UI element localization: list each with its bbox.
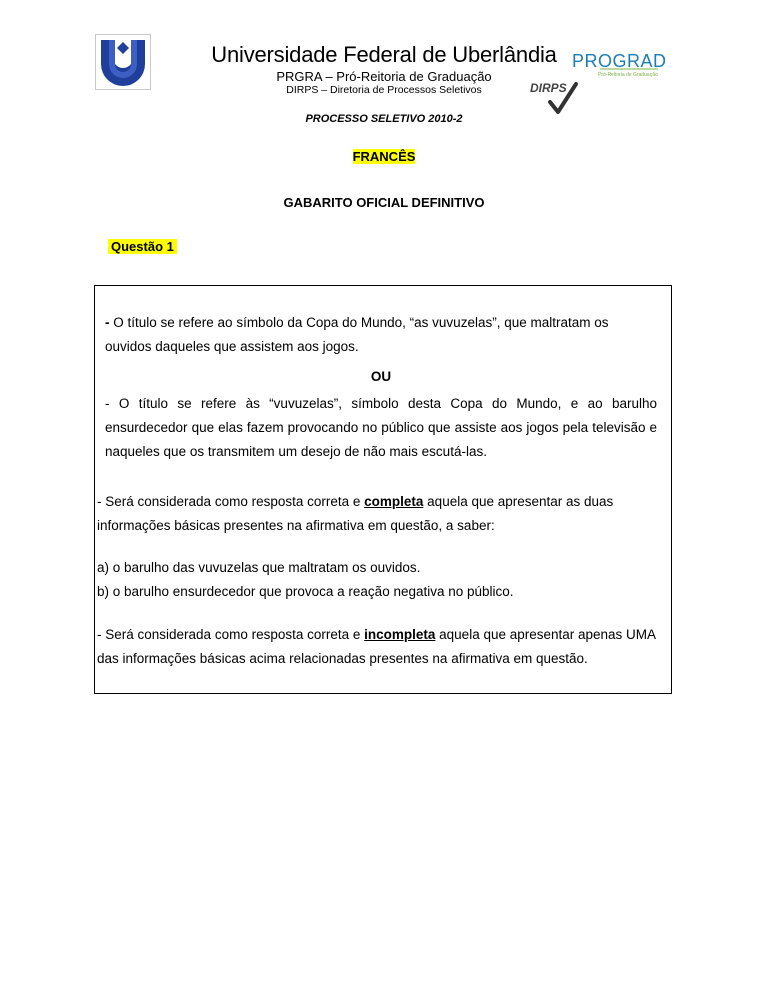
prograd-logo-icon (570, 49, 670, 79)
item-a: a) o barulho das vuvuzelas que maltratam os ouvidos. (97, 560, 421, 575)
processo-seletivo: PROCESSO SELETIVO 2010-2 (305, 113, 463, 125)
criterion-incomplete-pre: - Será considerada como resposta correta e (97, 627, 365, 642)
or-separator: OU (370, 369, 392, 384)
option-1-dash: - (105, 315, 110, 330)
svg-text:Pró-Reitoria de Graduação: Pró-Reitoria de Graduação (598, 72, 658, 78)
answer-option-2: - O título se refere às “vuvuzelas”, símbolo desta Copa do Mundo, e ao barulho ensurdecedor que elas fazem provocando no público que assiste aos jogos pela televisão e naqueles que os transmitem um desejo de não mais escutá-las. (105, 396, 657, 459)
pro-reitoria-line: PRGRA – Pró-Reitoria de Graduação (276, 69, 492, 84)
criterion-complete-post: aquela que apresentar as duas informações básicas presentes na afirmativa em questão, a saber: (97, 494, 614, 533)
answer-option-1 (105, 311, 645, 359)
criterion-complete-keyword: completa (364, 494, 424, 509)
answer-box (94, 285, 672, 694)
option-1-text: O título se refere ao símbolo da Copa do Mundo, “as vuvuzelas”, que maltratam os ouvidos daqueles que assistem aos jogos. (105, 315, 609, 354)
criterion-complete (97, 490, 663, 538)
dirps-logo-icon (528, 78, 584, 118)
svg-text:DIRPS: DIRPS (530, 81, 567, 95)
svg-text:PROGRAD: PROGRAD (572, 51, 667, 71)
diretoria-line: DIRPS – Diretoria de Processos Seletivos (286, 84, 482, 96)
criterion-incomplete-post: aquela que apresentar apenas UMA das informações básicas acima relacionadas presentes na afirmativa em questão. (97, 627, 656, 666)
document-title: GABARITO OFICIAL DEFINITIVO (283, 195, 485, 210)
criterion-incomplete (97, 623, 663, 671)
subject-title: FRANCÊS (352, 149, 416, 164)
criterion-complete-pre: - Será considerada como resposta correta e (97, 494, 365, 509)
university-title: Universidade Federal de Uberlândia (211, 42, 557, 67)
criterion-incomplete-keyword: incompleta (364, 627, 436, 642)
question-label: Questão 1 (108, 239, 177, 254)
item-b: b) o barulho ensurdecedor que provoca a reação negativa no público. (97, 584, 514, 599)
